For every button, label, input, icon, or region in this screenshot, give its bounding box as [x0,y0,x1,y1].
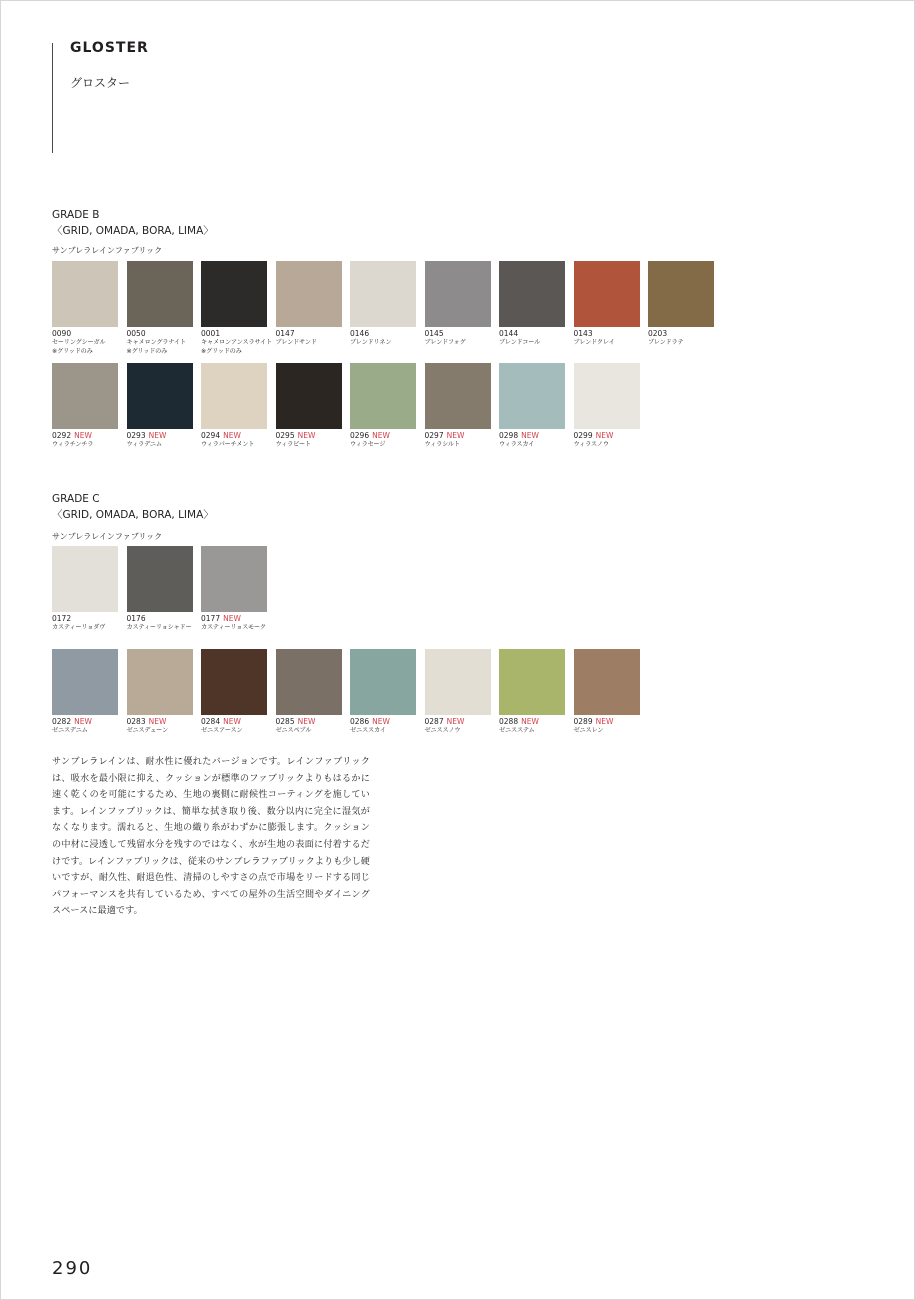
swatch-item[interactable] [350,649,416,735]
swatch-item[interactable] [52,363,118,449]
swatch-fill [201,649,267,715]
swatch-fill [499,363,565,429]
swatch-name: ゼニスステム [499,727,535,734]
grade-b-title: GRADE B [52,209,100,221]
swatch-item[interactable] [276,261,342,356]
swatch-fill [350,261,416,327]
brand-title: GLOSTER [70,40,149,56]
swatch-fill [574,363,640,429]
swatch-name: カスティーリョスモーク [201,624,266,631]
swatch-image [276,261,342,327]
swatch-item[interactable] [276,363,342,449]
swatch-name: ゼニスデニム [52,727,88,734]
swatch-item[interactable] [276,649,342,735]
swatch-image [201,363,267,429]
swatch-name: ゼニスペブル [275,727,312,734]
swatch-code: 0203 [648,329,668,338]
grade-b-heading [52,207,214,239]
swatch-fill [276,363,342,429]
swatch-code: 0288 NEW [499,717,539,726]
swatch-code: 0298 NEW [499,431,539,440]
swatch-code: 0282 NEW [52,717,92,726]
swatch-image [574,649,640,715]
swatch-fill [201,546,267,612]
swatch-image [276,363,342,429]
swatch-item[interactable] [127,546,193,632]
swatch-fill [425,649,491,715]
swatch-fill [201,363,267,429]
swatch-item[interactable] [499,261,565,356]
swatch-code: 0286 NEW [350,717,390,726]
swatch-name: セーリングシーガル [52,339,106,346]
swatch-name: ブレンドコール [499,339,541,346]
swatch-fill [127,261,193,327]
swatch-item[interactable] [350,363,416,449]
swatch-image [350,261,416,327]
page-number: 290 [52,1258,93,1279]
swatch-code: 0289 NEW [573,717,614,726]
swatch-fill [52,363,118,429]
swatch-code: 0176 [126,614,146,623]
swatch-item[interactable] [648,261,714,356]
swatch-name: ゼニスアースン [201,727,243,734]
swatch-item[interactable] [574,363,640,449]
swatch-name: ウィラシルト [424,441,460,448]
swatch-item[interactable] [201,363,267,449]
grade-b-subtitle: サンブレラレインファブリック [52,246,163,255]
swatch-image [127,546,193,612]
swatch-code: 0284 NEW [201,717,241,726]
swatch-item[interactable] [350,261,416,356]
swatch-code: 0292 NEW [52,431,92,440]
swatch-fill [276,649,342,715]
swatch-note: ※グリッドのみ [126,348,168,355]
swatch-fill [52,546,118,612]
swatch-name: ウィラチンチラ [52,441,94,448]
grade-b-row-2 [52,363,648,449]
swatch-item[interactable] [574,261,640,356]
swatch-code: 0144 [499,329,519,338]
swatch-fill [201,261,267,327]
swatch-code: 0297 NEW [424,431,465,440]
new-badge: NEW [74,431,92,440]
swatch-name: キャメロンアンスラサイト [201,339,272,346]
swatch-fill [127,546,193,612]
swatch-image [201,546,267,612]
swatch-image [499,363,565,429]
swatch-image [574,363,640,429]
swatch-image [499,649,565,715]
swatch-name: ゼニススカイ [350,727,386,734]
swatch-item[interactable] [52,546,118,632]
swatch-name: ゼニスレン [573,727,604,734]
swatch-fill [499,261,565,327]
swatch-item[interactable] [52,649,118,735]
swatch-fill [648,261,714,327]
new-badge: NEW [223,614,241,623]
new-badge: NEW [372,431,390,440]
swatch-name: カスティーリョダヴ [52,624,106,631]
swatch-image [425,261,491,327]
swatch-image [350,363,416,429]
swatch-image [425,649,491,715]
swatch-image [648,261,714,327]
swatch-fill [425,363,491,429]
grade-c-row-1 [52,546,276,632]
new-badge: NEW [148,717,167,726]
grade-b-row-1 [52,261,723,356]
description-text: サンブレラレインは、耐水性に優れたバージョンです。レインファブリックは、吸水を最小限に抑え、クッションが標準のファブリックよりもはるかに速く乾くのを可能にするため、生地の裏側に耐候性コーティングを施しています。レインファブリックは、簡単な拭き取り後、数分以内に完全に湿気がなくなります。濡れると、生地の織り糸がわずかに膨張します。クッションの中材に浸透して残留水分を残すのではなく、水が生地の表面に付着するだけです。レインファブリックは、従来のサンブレラファブリックよりも少し硬いですが、耐久性、耐退色性、清掃のしやすさの点で市場をリードする同じパフォーマンスを共有しているため、すべての屋外の生活空間やダイニングスペースに最適です。 [52,757,370,917]
swatch-name: ウィラスカイ [499,441,535,448]
swatch-item[interactable] [425,261,491,356]
swatch-item[interactable] [201,261,272,356]
swatch-item[interactable] [499,363,565,449]
swatch-name: ブレンドクレイ [573,339,615,346]
swatch-code: 0147 [275,329,295,338]
swatch-code: 0296 NEW [350,431,390,440]
swatch-code: 0177 NEW [201,614,241,623]
swatch-code: 0293 NEW [126,431,167,440]
swatch-image [52,649,118,715]
swatch-fill [350,649,416,715]
swatch-name: ウィラビート [275,441,311,448]
swatch-name: キャメロングラナイト [126,339,186,346]
swatch-fill [425,261,491,327]
swatch-code: 0050 [126,329,146,338]
swatch-name: ウィラスノウ [573,441,609,448]
swatch-item[interactable] [127,261,193,356]
new-badge: NEW [446,717,465,726]
swatch-image [127,649,193,715]
swatch-image [52,546,118,612]
swatch-image [201,649,267,715]
new-badge: NEW [521,431,539,440]
swatch-item[interactable] [425,363,491,449]
swatch-note: ※グリッドのみ [201,348,242,355]
swatch-image [201,261,267,327]
swatch-fill [499,649,565,715]
new-badge: NEW [223,717,241,726]
swatch-item[interactable] [574,649,640,735]
swatch-code: 0295 NEW [275,431,316,440]
grade-c-models: 〈GRID, OMADA, BORA, LIMA〉 [52,509,214,521]
swatch-item[interactable] [499,649,565,735]
swatch-code: 0001 [201,329,221,338]
new-badge: NEW [595,431,614,440]
swatch-code: 0299 NEW [573,431,614,440]
swatch-image [499,261,565,327]
grade-c-subtitle: サンブレラレインファブリック [52,532,163,541]
swatch-name: ブレンドフォグ [424,339,466,346]
grade-c-title: GRADE C [52,493,100,505]
header-rule [52,43,53,153]
swatch-fill [276,261,342,327]
new-badge: NEW [521,717,539,726]
swatch-name: ブレンドラテ [648,339,684,346]
swatch-fill [127,649,193,715]
new-badge: NEW [223,431,241,440]
swatch-image [574,261,640,327]
new-badge: NEW [148,431,167,440]
swatch-fill [127,363,193,429]
grade-c-heading [52,491,214,523]
swatch-fill [574,649,640,715]
new-badge: NEW [446,431,465,440]
swatch-item[interactable] [127,649,193,735]
swatch-name: ウィラデニム [126,441,162,448]
swatch-code: 0145 [424,329,444,338]
new-badge: NEW [74,717,92,726]
swatch-item[interactable] [201,649,267,735]
swatch-code: 0143 [573,329,593,338]
swatch-name: ウィラパーチメント [201,441,255,448]
swatch-name: ウィラセージ [350,441,386,448]
swatch-fill [350,363,416,429]
swatch-code: 0285 NEW [275,717,316,726]
new-badge: NEW [595,717,614,726]
swatch-name: ブレンドサンド [275,339,317,346]
swatch-code: 0294 NEW [201,431,241,440]
new-badge: NEW [297,717,316,726]
swatch-name: カスティーリョシャドー [126,624,192,631]
swatch-code: 0172 [52,614,72,623]
grade-b-models: 〈GRID, OMADA, BORA, LIMA〉 [52,225,214,237]
swatch-image [350,649,416,715]
swatch-fill [574,261,640,327]
swatch-item[interactable] [52,261,118,356]
swatch-fill [52,261,118,327]
swatch-name: ブレンドリネン [350,339,392,346]
swatch-code: 0287 NEW [424,717,465,726]
brand-title-jp: グロスター [70,76,131,90]
swatch-image [52,363,118,429]
swatch-image [127,363,193,429]
swatch-name: ゼニスデューン [126,727,168,734]
swatch-item[interactable] [127,363,193,449]
swatch-code: 0090 [52,329,72,338]
swatch-image [425,363,491,429]
swatch-image [52,261,118,327]
new-badge: NEW [297,431,316,440]
swatch-image [127,261,193,327]
swatch-fill [52,649,118,715]
swatch-name: ゼニススノウ [424,727,461,734]
grade-c-row-2 [52,649,648,735]
swatch-code: 0283 NEW [126,717,167,726]
swatch-note: ※グリッドのみ [52,348,93,355]
swatch-item[interactable] [201,546,267,632]
swatch-code: 0146 [350,329,370,338]
new-badge: NEW [372,717,390,726]
swatch-image [276,649,342,715]
swatch-item[interactable] [425,649,491,735]
